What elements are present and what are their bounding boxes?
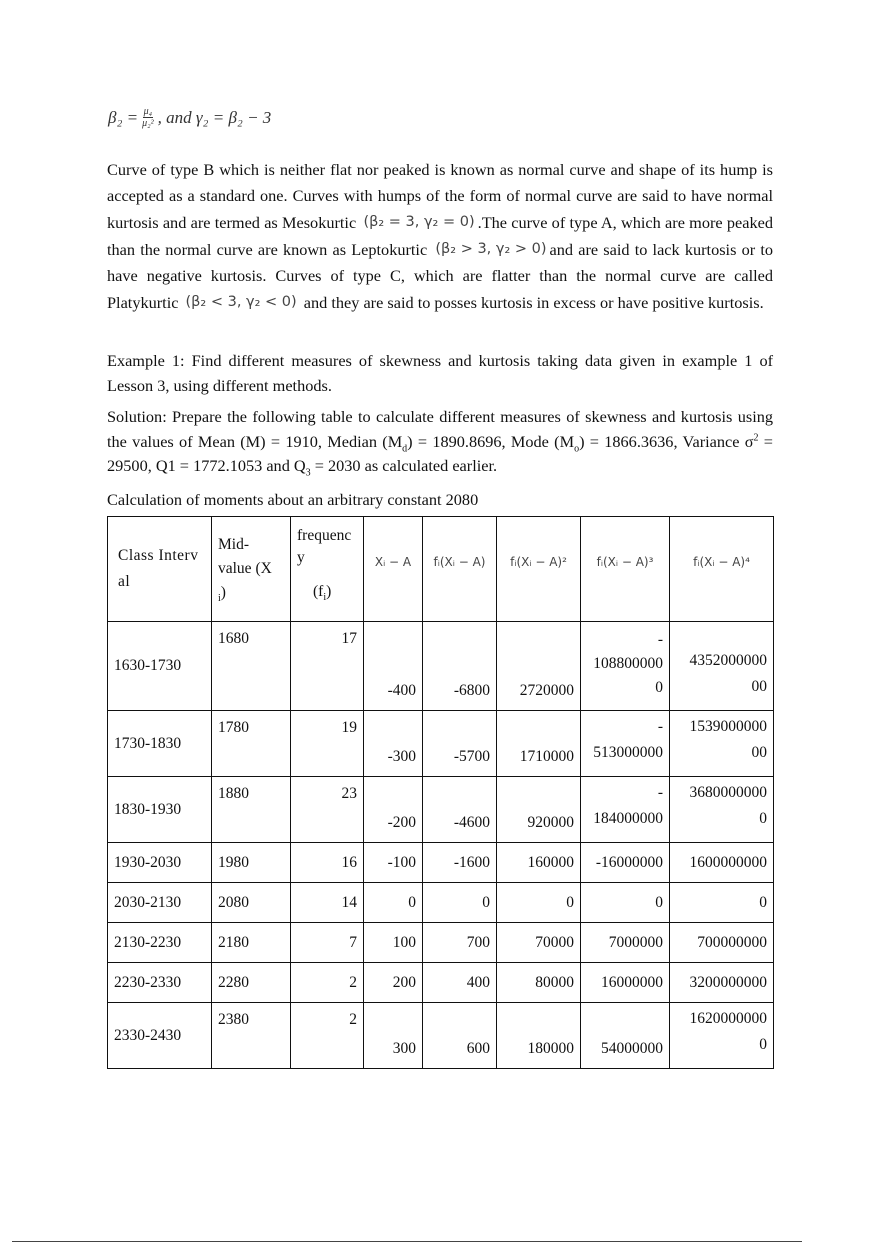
cell-fd4 — [670, 843, 774, 883]
fd4-value: 3200000000 — [689, 973, 767, 991]
deviation-value: -300 — [387, 748, 416, 765]
cell-fd — [423, 777, 497, 843]
mid-value: 1780 — [218, 719, 249, 736]
solution-text-4: = 29500, Q1 = 1772.1053 and Q — [107, 431, 773, 475]
cell-deviation — [364, 622, 423, 711]
cell-fd2 — [497, 883, 581, 923]
cell-class-interval — [108, 777, 212, 843]
fd4-value-part: 4352000000 — [689, 652, 767, 669]
header-frequency-sub: i — [323, 592, 327, 604]
cell-fd3 — [581, 711, 670, 777]
fd2-value: 70000 — [535, 933, 574, 951]
fd4-value-part: 0 — [759, 810, 767, 827]
paragraph-text-2: .The curve of type A, which are more peaked than the normal curve are known as Leptokurtic — [107, 213, 773, 259]
fd-value: -4600 — [453, 814, 490, 831]
header-fd3: fᵢ(Xᵢ − A)³ — [581, 517, 670, 622]
mid-value: 2280 — [218, 973, 249, 991]
table-row — [108, 843, 774, 883]
fd-value: -1600 — [453, 853, 490, 871]
cell-deviation — [364, 963, 423, 1003]
fd-value: 400 — [466, 973, 490, 991]
cell-fd3 — [581, 1003, 670, 1069]
interval-value: 1630-1730 — [114, 657, 182, 674]
fd4-value: 1600000000 — [689, 853, 767, 871]
frequency-value: 7 — [349, 933, 357, 951]
cell-mid-value — [212, 843, 291, 883]
table-row — [108, 923, 774, 963]
interval-value: 2130-2230 — [114, 933, 182, 951]
cell-fd — [423, 883, 497, 923]
fd3-value: 16000000 — [601, 973, 663, 991]
table-row — [108, 1003, 774, 1069]
header-fd2: fᵢ(Xᵢ − A)² — [497, 517, 581, 622]
cell-class-interval — [108, 923, 212, 963]
cell-fd2 — [497, 711, 581, 777]
fd4-value-part: 3680000000 — [689, 784, 767, 801]
fd4-value-part: 1539000000 — [689, 718, 767, 735]
variance-superscript: 2 — [753, 432, 759, 444]
header-class-interval-label: Class Interv al — [118, 547, 199, 590]
frequency-value: 17 — [341, 630, 357, 647]
frequency-value: 2 — [349, 1011, 357, 1028]
header-mid-label-3: ) — [220, 584, 226, 601]
cell-fd3 — [581, 843, 670, 883]
solution-text-1: Solution: Prepare the following table to calculate different measures of skewness and kurtosis using the values of Mean (M) = 1910, Median (M — [107, 407, 773, 451]
cell-frequency — [291, 923, 364, 963]
cell-mid-value — [212, 963, 291, 1003]
table-row — [108, 711, 774, 777]
cell-fd2 — [497, 843, 581, 883]
fraction-numerator: μ₄ — [143, 106, 153, 117]
deviation-value: 200 — [392, 973, 416, 991]
table-row — [108, 883, 774, 923]
fd-value: 0 — [482, 893, 490, 911]
fraction-denominator: μ₂² — [142, 118, 154, 129]
fd3-value-part: 513000000 — [593, 744, 663, 761]
deviation-value: 0 — [408, 893, 416, 911]
leptokurtic-formula: (β₂ > 3, γ₂ > 0) — [435, 241, 547, 257]
cell-frequency — [291, 843, 364, 883]
paragraph-text-4: and they are said to posses kurtosis in excess or have positive kurtosis. — [299, 293, 764, 312]
gamma2-definition: , and γ₂ = β₂ − 3 — [157, 107, 272, 127]
fd3-value: 7000000 — [608, 933, 663, 951]
frequency-value: 19 — [341, 719, 357, 736]
cell-class-interval — [108, 711, 212, 777]
cell-fd4 — [670, 1003, 774, 1069]
cell-fd3 — [581, 923, 670, 963]
deviation-value: -400 — [387, 682, 416, 699]
fd-value: 600 — [466, 1040, 490, 1057]
header-mid-label-2: value (X — [218, 560, 272, 577]
cell-fd — [423, 843, 497, 883]
fd3-value-part: - — [657, 631, 663, 648]
cell-fd2 — [497, 1003, 581, 1069]
table-row — [108, 622, 774, 711]
frequency-value: 14 — [341, 893, 357, 911]
table-row — [108, 777, 774, 843]
interval-value: 2230-2330 — [114, 973, 182, 991]
example-paragraph: Example 1: Find different measures of skewness and kurtosis taking data given in example 1 of Lesson 3, using different methods. — [107, 351, 773, 395]
cell-frequency — [291, 883, 364, 923]
cell-deviation — [364, 843, 423, 883]
mid-value: 2380 — [218, 1011, 249, 1028]
cell-fd — [423, 923, 497, 963]
fd4-value-part: 00 — [751, 678, 767, 695]
paragraph-text-1: Curve of type B which is neither flat nor peaked is known as normal curve and shape of its hump is accepted as a standard one. Curves with humps of the form of normal curve are said to have normal kurtosis and are termed as Mesokurtic — [107, 160, 773, 232]
cell-fd — [423, 622, 497, 711]
interval-value: 2330-2430 — [114, 1026, 182, 1044]
header-class-interval — [108, 517, 212, 622]
cell-deviation — [364, 883, 423, 923]
cell-fd3 — [581, 777, 670, 843]
header-fd4: fᵢ(Xᵢ − A)⁴ — [670, 517, 774, 622]
cell-deviation — [364, 1003, 423, 1069]
fd2-value: 160000 — [527, 853, 574, 871]
deviation-value: 300 — [392, 1040, 416, 1057]
cell-fd2 — [497, 923, 581, 963]
paragraph-text-3: and are said to lack kurtosis or to have negative kurtosis. Curves of type C, which are flatter than the normal curve are called Platykurtic — [107, 240, 773, 312]
cell-fd — [423, 1003, 497, 1069]
solution-text-5: = 2030 as calculated earlier. — [310, 456, 498, 475]
fd2-value: 180000 — [527, 1040, 574, 1057]
fd4-value-part: 1620000000 — [689, 1010, 767, 1027]
cell-fd4 — [670, 777, 774, 843]
header-deviation: Xᵢ − A — [364, 517, 423, 622]
cell-mid-value — [212, 777, 291, 843]
deviation-value: 100 — [392, 933, 416, 951]
deviation-value: -100 — [387, 853, 416, 871]
kurtosis-paragraph — [107, 157, 773, 316]
cell-fd2 — [497, 622, 581, 711]
cell-deviation — [364, 711, 423, 777]
fd2-value: 920000 — [527, 814, 574, 831]
frequency-value: 16 — [341, 853, 357, 871]
fd4-value-part: 0 — [759, 1036, 767, 1053]
footer-divider — [12, 1241, 802, 1242]
q3-subscript: 3 — [305, 467, 311, 479]
cell-fd4 — [670, 963, 774, 1003]
mesokurtic-formula: (β₂ = 3, γ₂ = 0) — [363, 214, 475, 230]
fd3-value-part: 184000000 — [593, 810, 663, 827]
cell-frequency — [291, 963, 364, 1003]
fd3-value: -16000000 — [595, 853, 663, 871]
cell-fd4 — [670, 622, 774, 711]
fd2-value: 2720000 — [519, 682, 574, 699]
kurtosis-formula — [108, 106, 271, 129]
mode-subscript: o — [574, 442, 580, 454]
fd3-value-part: 108800000 — [593, 655, 663, 672]
interval-value: 2030-2130 — [114, 893, 182, 911]
table-body — [108, 622, 774, 1069]
cell-frequency — [291, 622, 364, 711]
header-mid-value — [212, 517, 291, 622]
cell-mid-value — [212, 1003, 291, 1069]
mid-value: 1680 — [218, 630, 249, 647]
cell-frequency — [291, 1003, 364, 1069]
cell-fd3 — [581, 963, 670, 1003]
solution-text-3: ) = 1866.3636, Variance σ — [579, 431, 754, 451]
fd2-value: 0 — [566, 893, 574, 911]
cell-fd2 — [497, 963, 581, 1003]
fd2-value: 80000 — [535, 973, 574, 991]
fd3-value-part: - — [657, 784, 663, 801]
fd4-value-part: 00 — [751, 744, 767, 761]
cell-class-interval — [108, 963, 212, 1003]
beta2-label: β₂ = — [108, 107, 139, 127]
fd-value: -6800 — [453, 682, 490, 699]
mid-value: 2180 — [218, 933, 249, 951]
median-subscript: d — [402, 442, 408, 454]
cell-fd4 — [670, 711, 774, 777]
mid-value: 1880 — [218, 785, 249, 802]
frequency-value: 2 — [349, 973, 357, 991]
fd3-value: 54000000 — [601, 1040, 663, 1057]
mid-value: 2080 — [218, 893, 249, 911]
moments-table — [107, 516, 774, 1069]
cell-frequency — [291, 711, 364, 777]
fd3-value-part: - — [657, 718, 663, 735]
fd3-value-part: 0 — [655, 679, 663, 696]
cell-mid-value — [212, 923, 291, 963]
cell-class-interval — [108, 883, 212, 923]
interval-value: 1930-2030 — [114, 853, 182, 871]
header-frequency-label-2: y — [297, 549, 305, 566]
header-frequency-f: (f — [313, 583, 324, 600]
fd4-value: 0 — [759, 893, 767, 911]
platykurtic-formula: (β₂ < 3, γ₂ < 0) — [185, 294, 297, 310]
solution-paragraph — [107, 405, 773, 479]
cell-mid-value — [212, 711, 291, 777]
table-row — [108, 963, 774, 1003]
cell-fd3 — [581, 622, 670, 711]
mid-value: 1980 — [218, 853, 249, 871]
cell-fd4 — [670, 923, 774, 963]
header-mid-sub: i — [218, 593, 221, 605]
table-header-row — [108, 517, 774, 622]
cell-fd3 — [581, 883, 670, 923]
header-frequency-label-1: frequenc — [297, 527, 352, 544]
cell-class-interval — [108, 843, 212, 883]
cell-fd4 — [670, 883, 774, 923]
header-frequency — [291, 517, 364, 622]
cell-frequency — [291, 777, 364, 843]
interval-value: 1830-1930 — [114, 800, 182, 818]
cell-deviation — [364, 923, 423, 963]
table-caption: Calculation of moments about an arbitrary constant 2080 — [107, 490, 479, 509]
frequency-value: 23 — [341, 785, 357, 802]
fd3-value: 0 — [655, 893, 663, 911]
cell-class-interval — [108, 622, 212, 711]
solution-text-2: ) = 1890.8696, Mode (M — [407, 431, 575, 451]
deviation-value: -200 — [387, 814, 416, 831]
cell-mid-value — [212, 883, 291, 923]
fd-value: 700 — [466, 933, 490, 951]
fd2-value: 1710000 — [519, 748, 574, 765]
cell-fd2 — [497, 777, 581, 843]
fd-value: -5700 — [453, 748, 490, 765]
interval-value: 1730-1830 — [114, 734, 182, 752]
header-fd: fᵢ(Xᵢ − A) — [423, 517, 497, 622]
mu-fraction — [142, 106, 154, 129]
header-frequency-end: ) — [326, 583, 332, 600]
cell-fd — [423, 711, 497, 777]
header-mid-label-1: Mid- — [218, 536, 249, 553]
cell-fd — [423, 963, 497, 1003]
cell-deviation — [364, 777, 423, 843]
cell-mid-value — [212, 622, 291, 711]
fd4-value: 700000000 — [697, 933, 767, 951]
cell-class-interval — [108, 1003, 212, 1069]
